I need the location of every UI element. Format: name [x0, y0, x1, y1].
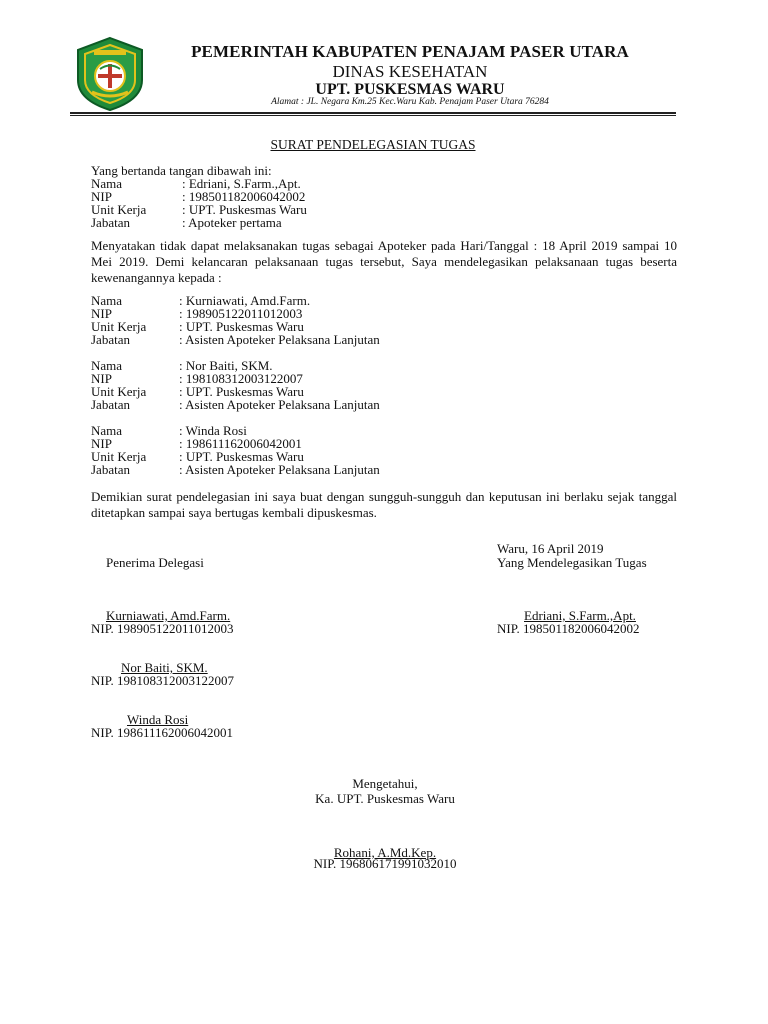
header-rule [70, 112, 676, 116]
field-label: Jabatan [91, 397, 130, 412]
field-label: Nama [91, 423, 123, 438]
receiver-name: Nor Baiti, SKM. [121, 660, 208, 675]
field-value: : Asisten Apoteker Pelaksana Lanjutan [179, 397, 380, 412]
field-label: Nama [91, 176, 123, 191]
field-value: : 198108312003122007 [179, 371, 303, 386]
receiver-label: Penerima Delegasi [106, 555, 204, 570]
field-label: NIP [91, 189, 112, 204]
department-name: DINAS KESEHATAN [332, 62, 488, 81]
delegator-name: Edriani, S.Farm.,Apt. [524, 608, 636, 623]
field-label: Unit Kerja [91, 202, 147, 217]
delegator-label: Yang Mendelegasikan Tugas [497, 555, 647, 570]
field-label: NIP [91, 371, 112, 386]
field-label: Nama [91, 293, 123, 308]
field-value: : Asisten Apoteker Pelaksana Lanjutan [179, 332, 380, 347]
field-value: : 198501182006042002 [182, 189, 306, 204]
field-value: : UPT. Puskesmas Waru [179, 449, 304, 464]
head-nip: NIP. 196806171991032010 [313, 856, 457, 871]
field-label: Unit Kerja [91, 449, 147, 464]
field-value: : Nor Baiti, SKM. [179, 358, 273, 373]
field-value: : 198905122011012003 [179, 306, 303, 321]
field-value: : UPT. Puskesmas Waru [179, 384, 304, 399]
field-label: Nama [91, 358, 123, 373]
receiver-nip: NIP. 198108312003122007 [91, 673, 235, 688]
head-name: Rohani, A.Md.Kep. [333, 845, 437, 860]
place-date: Waru, 16 April 2019 [497, 541, 604, 556]
field-value: : Edriani, S.Farm.,Apt. [182, 176, 301, 191]
field-value: : Kurniawati, Amd.Farm. [179, 293, 311, 308]
field-label: Jabatan [91, 215, 130, 230]
field-value: : UPT. Puskesmas Waru [179, 319, 304, 334]
field-label: Unit Kerja [91, 384, 147, 399]
unit-name: UPT. PUSKESMAS WARU [315, 81, 505, 98]
intro-text: Yang bertanda tangan dibawah ini: [91, 163, 272, 178]
statement-paragraph: Menyatakan tidak dapat melaksanakan tugas sebagai Apoteker pada Hari/Tanggal : 18 April 2019 sampai 10 Mei 2019. Demi kelancaran pelaksanaan tugas tersebut, Saya mendelegasikan pelaksanaan tugas beserta kewenangannya kepada : [91, 238, 677, 285]
field-label: NIP [91, 306, 112, 321]
address-line: Alamat : JL. Negara Km.25 Kec.Waru Kab. Penajam Paser Utara 76284 [271, 97, 549, 107]
field-value: : Winda Rosi [179, 423, 247, 438]
closing-paragraph: Demikian surat pendelegasian ini saya buat dengan sungguh-sungguh dan keputusan ini berlaku sejak tanggal ditetapkan sampai saya bertugas kembali dipuskesmas. [91, 489, 677, 520]
head-title: Ka. UPT. Puskesmas Waru [315, 791, 455, 806]
field-value: : Asisten Apoteker Pelaksana Lanjutan [179, 462, 380, 477]
field-value: : 198611162006042001 [179, 436, 302, 451]
field-value: : UPT. Puskesmas Waru [182, 202, 307, 217]
government-name: PEMERINTAH KABUPATEN PENAJAM PASER UTARA [191, 42, 629, 61]
document-title: SURAT PENDELEGASIAN TUGAS [270, 137, 476, 152]
field-label: Jabatan [91, 462, 130, 477]
field-label: Unit Kerja [91, 319, 147, 334]
receiver-nip: NIP. 198905122011012003 [91, 621, 234, 636]
field-value: : Apoteker pertama [182, 215, 282, 230]
field-label: NIP [91, 436, 112, 451]
receiver-nip: NIP. 198611162006042001 [91, 725, 234, 740]
field-label: Jabatan [91, 332, 130, 347]
delegator-nip: NIP. 198501182006042002 [497, 621, 640, 636]
receiver-name: Winda Rosi [127, 712, 189, 727]
logo-emblem [72, 36, 148, 112]
acknowledge-label: Mengetahui, [352, 776, 418, 791]
receiver-name: Kurniawati, Amd.Farm. [106, 608, 231, 623]
